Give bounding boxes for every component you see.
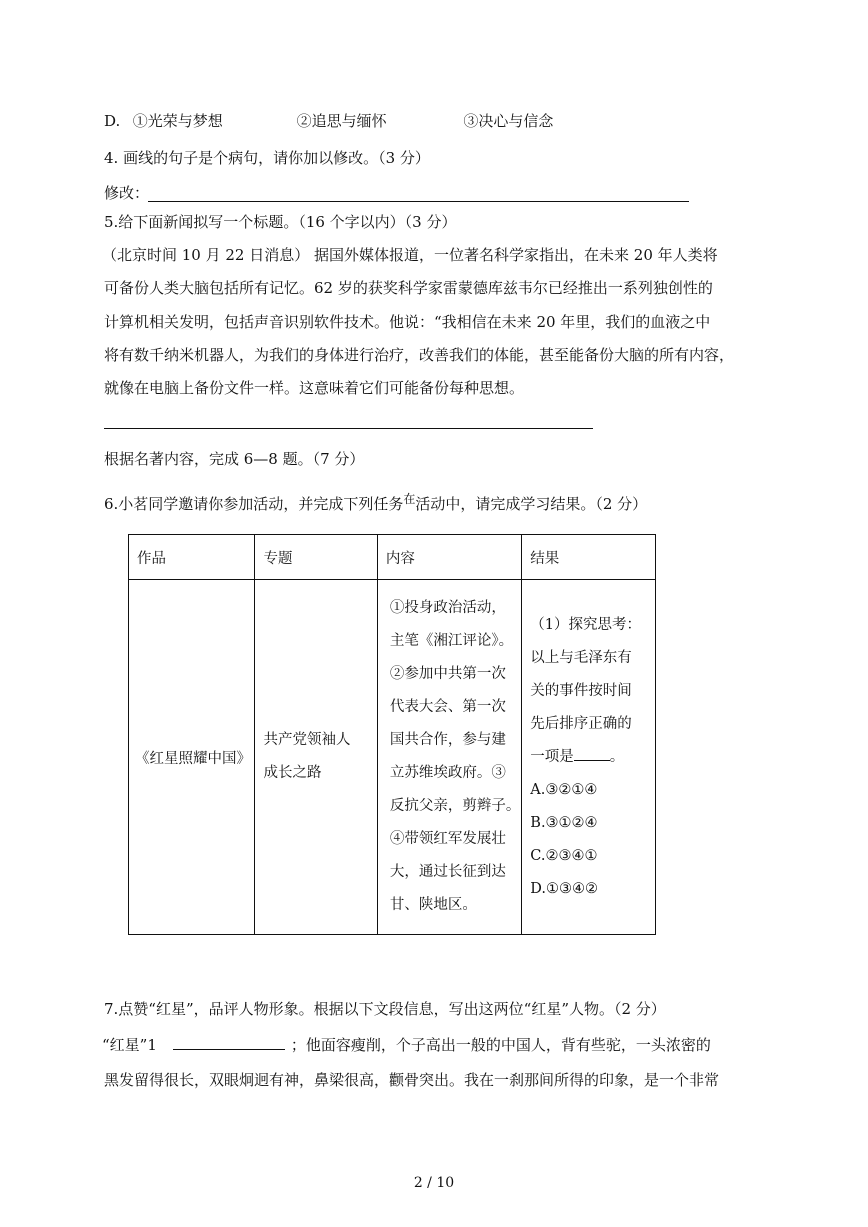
option-d-item-3: ③决心与信念 xyxy=(463,112,554,130)
cell-result xyxy=(522,580,656,935)
topic-line: 共产党领袖人 xyxy=(263,732,351,748)
q5-answer-line[interactable] xyxy=(104,428,593,429)
q7-answer-blank-1[interactable] xyxy=(173,1035,285,1050)
content-line: ②参加中共第一次 xyxy=(389,666,506,682)
q4-answer-line[interactable] xyxy=(148,201,689,202)
q7-line-2: 黑发留得很长，双眼炯迥有神，鼻梁很高，颧骨突出。我在一刹那间所得的印象，是一个非常 xyxy=(104,1071,720,1089)
cell-content xyxy=(377,580,521,935)
result-line: 先后排序正确的 xyxy=(530,715,632,732)
cell-topic xyxy=(255,580,377,935)
content-line: ①投身政治活动， xyxy=(389,600,506,616)
result-line: 关的事件按时间 xyxy=(530,682,632,699)
news-line-5: 就像在电脑上备份文件一样。这意味着它们可能备份每种思想。 xyxy=(104,379,525,397)
table-header-row xyxy=(129,535,656,580)
question-5: 5.给下面新闻拟写一个标题。（16 个字以内）（3 分） xyxy=(104,213,457,231)
option-d-item-2: ②追思与缅怀 xyxy=(296,112,387,130)
news-line-3: 计算机相关发明，包括声音识别软件技术。他说：“我相信在未来 20 年里，我们的血液之中 xyxy=(104,313,711,331)
header-topic: 专题 xyxy=(255,535,377,580)
task-table xyxy=(128,534,656,935)
section-intro: 根据名著内容，完成 6—8 题。（7 分） xyxy=(104,450,365,468)
q4-answer-label: 修改： xyxy=(104,184,150,202)
content-line: 甘、陕地区。 xyxy=(389,897,477,913)
result-answer-blank[interactable] xyxy=(574,748,610,761)
result-blank-line xyxy=(530,741,647,774)
work-title: 《红星照耀中国》 xyxy=(135,750,251,767)
question-7: 7.点赞“红星”，品评人物形象。根据以下文段信息，写出这两位“红星”人物。（2 分） xyxy=(104,1000,666,1018)
option-d-item-1: ①光荣与梦想 xyxy=(132,112,223,130)
q6-small-char: 在 xyxy=(403,492,416,506)
q7-line-1 xyxy=(102,1035,711,1055)
news-line-4: 将有数千纳米机器人，为我们的身体进行治疗，改善我们的体能，甚至能备份大脑的所有内容， xyxy=(104,346,735,364)
news-line-1: （北京时间 10 月 22 日消息） 据国外媒体报道，一位著名科学家指出，在未来 20 年人类将 xyxy=(102,246,718,264)
option-a[interactable]: A.③②①④ xyxy=(530,781,598,798)
q6-text-after: 活动中，请完成学习结果。（2 分） xyxy=(415,495,648,513)
option-d[interactable]: D.①③④② xyxy=(530,880,599,897)
question-6 xyxy=(104,494,647,515)
option-d xyxy=(104,111,553,131)
option-d-label: D. xyxy=(104,112,121,130)
cell-work xyxy=(129,580,255,935)
content-line: 大，通过长征到达 xyxy=(389,864,506,880)
content-line: 代表大会、第一次 xyxy=(389,699,506,715)
option-c[interactable]: C.②③④① xyxy=(530,847,598,864)
table-row xyxy=(129,580,656,935)
content-line: 立苏维埃政府。③ xyxy=(389,765,506,781)
q7-line-1-suffix: ；他面容瘦削，个子高出一般的中国人，背有些驼，一头浓密的 xyxy=(290,1036,711,1054)
q6-text-before: 6.小茗同学邀请你参加活动，并完成下列任务 xyxy=(104,495,404,513)
question-4: 4. 画线的句子是个病句，请你加以修改。（3 分） xyxy=(104,149,430,167)
content-line: 反抗父亲，剪辫子。 xyxy=(389,798,521,814)
result-line: （1）探究思考： xyxy=(530,616,642,633)
header-work: 作品 xyxy=(129,535,255,580)
q7-line-1-prefix: “红星”1 xyxy=(102,1036,157,1054)
content-line: 国共合作，参与建 xyxy=(389,732,506,748)
news-line-2: 可备份人类大脑包括所有记忆。62 岁的获奖科学家雷蒙德库兹韦尔已经推出一系列独创性的 xyxy=(104,279,713,297)
header-content: 内容 xyxy=(377,535,521,580)
header-result: 结果 xyxy=(522,535,656,580)
content-line: ④带领红军发展壮 xyxy=(389,831,506,847)
result-blank-prefix: 一项是 xyxy=(530,748,574,765)
result-blank-suffix: 。 xyxy=(609,748,625,765)
option-b[interactable]: B.③①②④ xyxy=(530,814,598,831)
page-number: 2 / 10 xyxy=(413,1175,455,1191)
result-line: 以上与毛泽东有 xyxy=(530,649,632,666)
content-line: 主笔《湘江评论》。 xyxy=(389,633,514,649)
topic-line: 成长之路 xyxy=(263,765,322,781)
